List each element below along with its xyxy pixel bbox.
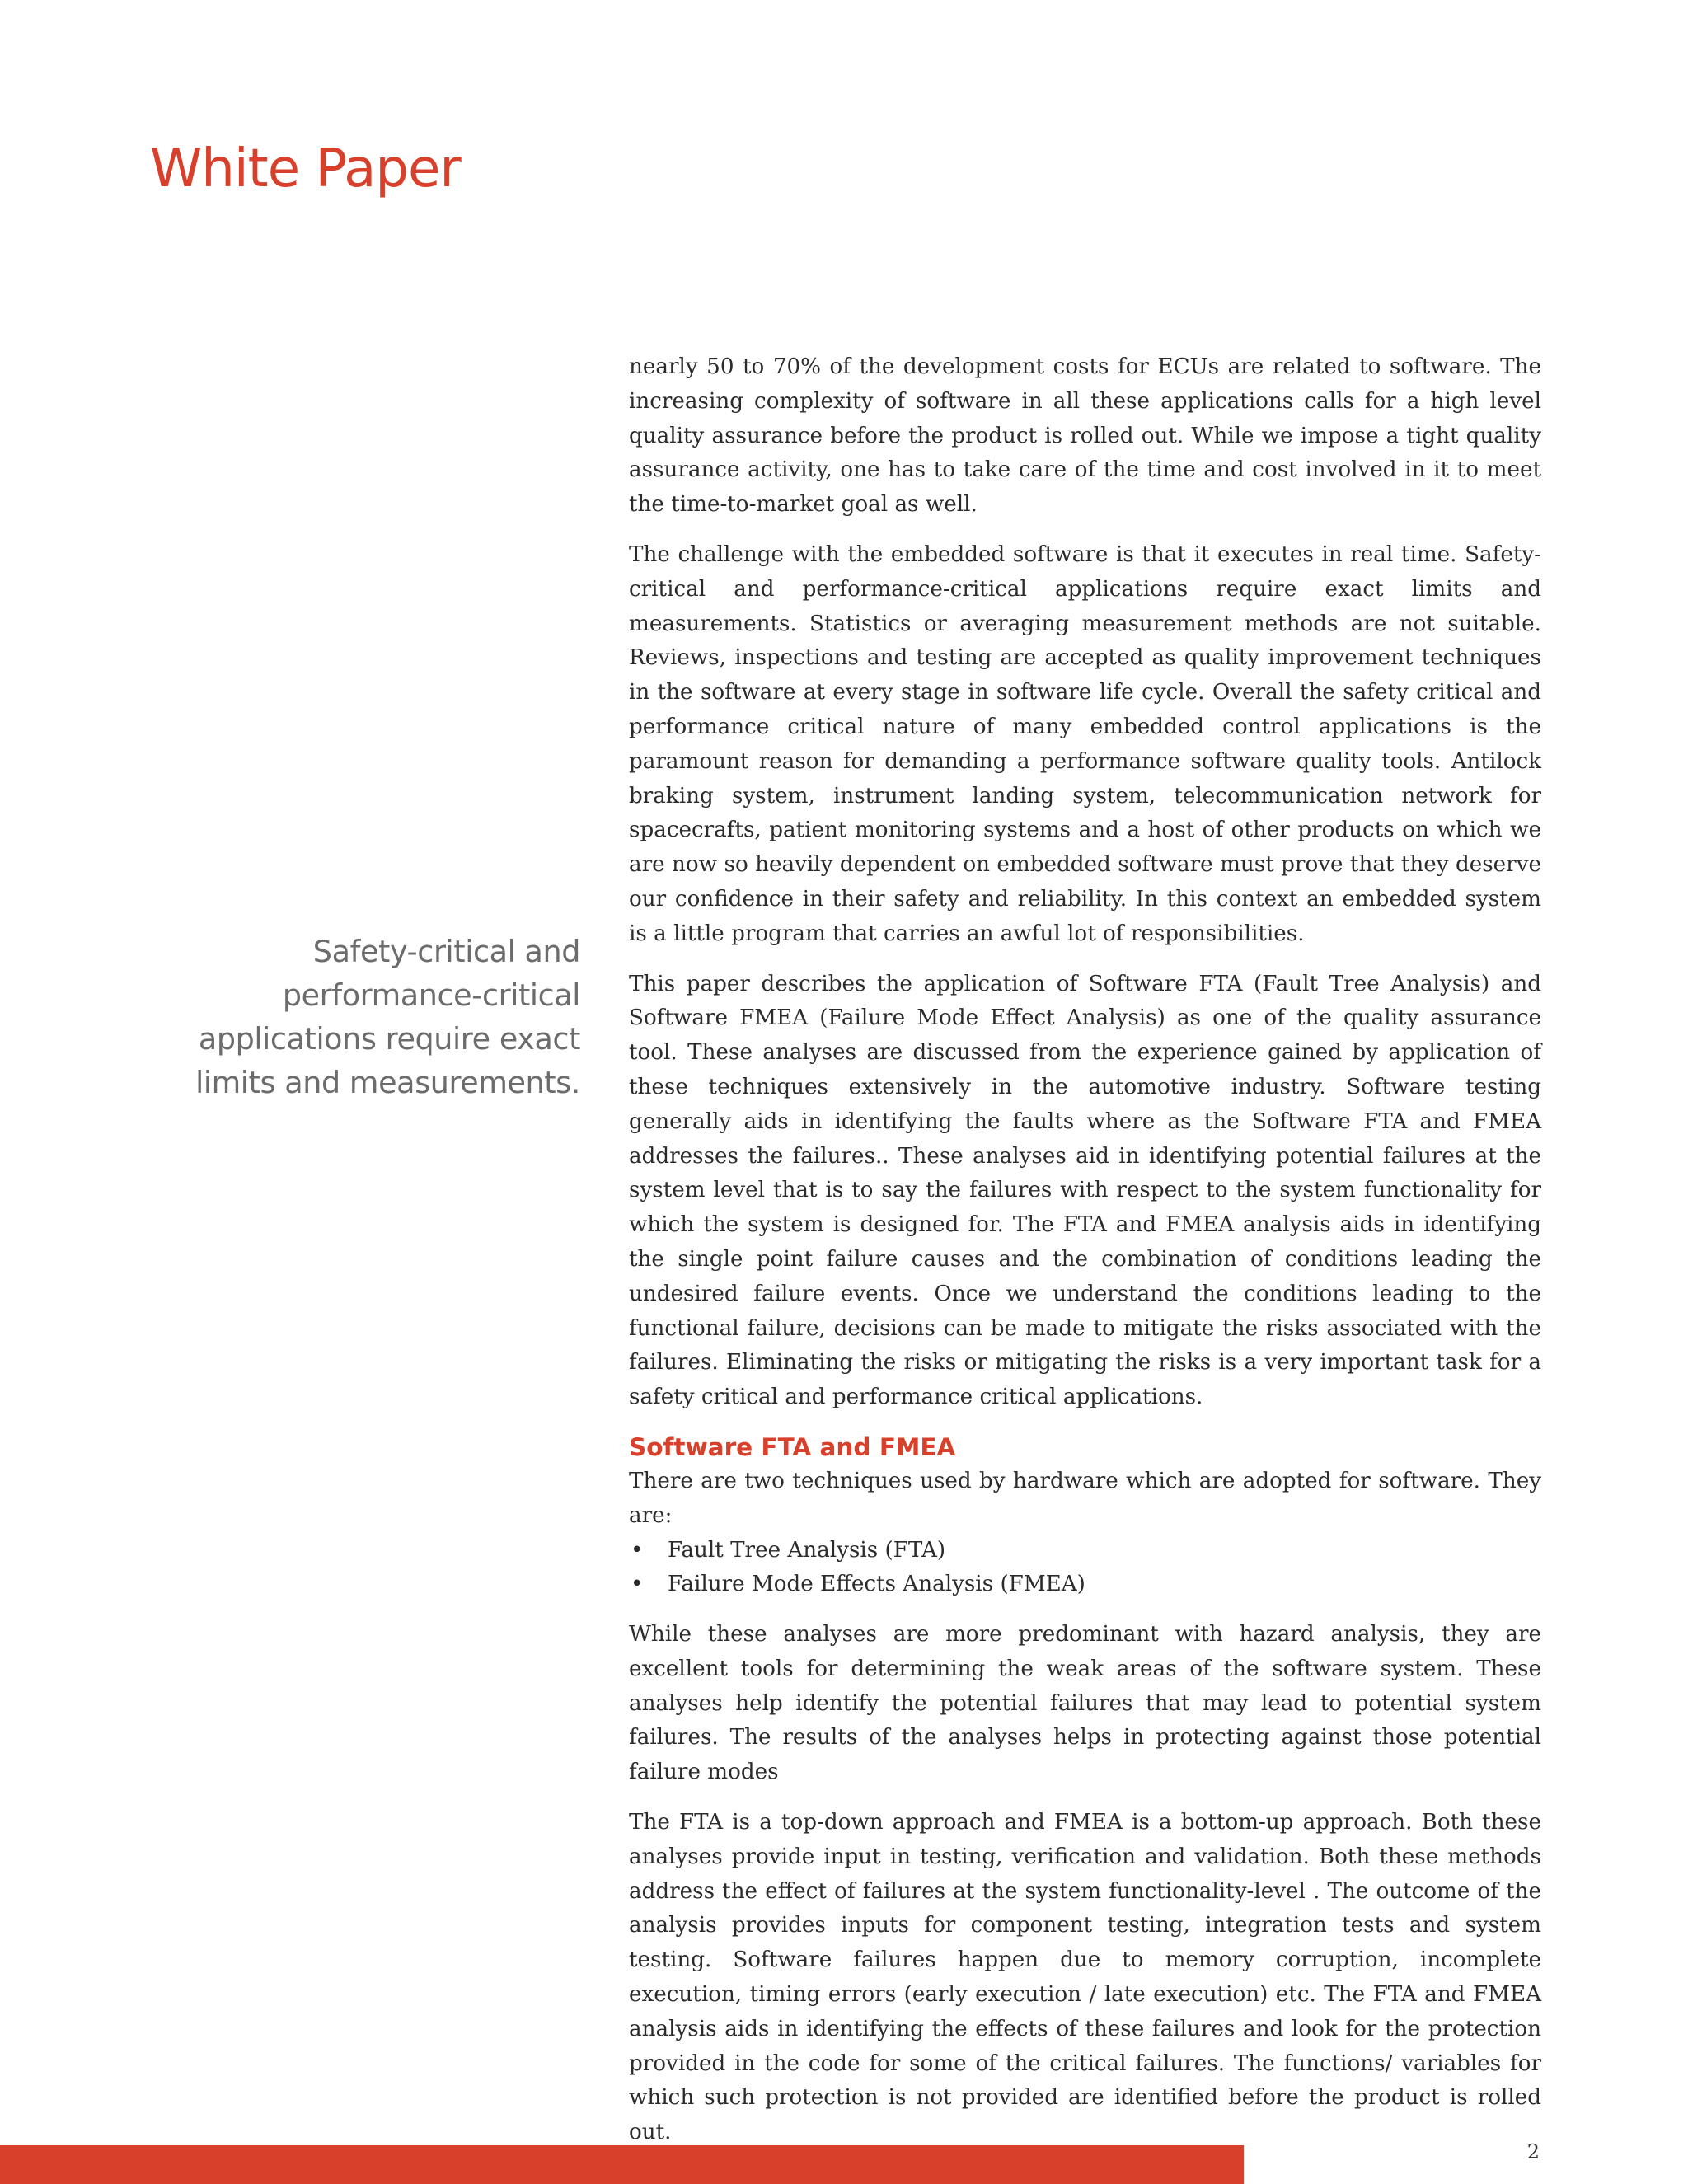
page-number: 2: [1526, 2140, 1540, 2163]
bullet-icon: •: [631, 1537, 644, 1563]
body-paragraph: This paper describes the application of Software FTA (Fault Tree Analysis) and Software FMEA (Failure Mode Effect Analysis) as one of the quality assurance tool. These analyses are discussed from the experience gained by application of these techniques extensively in the automotive industry. Software testing generally aids in identifying the faults where as the Software FTA and FMEA addresses the failures.. These analyses aid in identifying potential failures at the system level that is to say the failures with respect to the system functionality for which the system is designed for. The FTA and FMEA analysis aids in identifying the single point failure causes and the combination of conditions leading the undesired failure events. Once we understand the conditions leading to the functional failure, decisions can be made to mitigate the risks associated with the failures. Eliminating the risks or mitigating the risks is a very important task for a safety critical and performance critical applications.: [629, 971, 1541, 1410]
bullet-list: [629, 1534, 1541, 1603]
document-title: White Paper: [150, 138, 461, 199]
main-content: [629, 350, 1541, 2166]
footer-accent-bar: [0, 2145, 1244, 2184]
body-paragraph: While these analyses are more predominant with hazard analysis, they are excellent tools for determining the weak areas of the software system. These analyses help identify the potential failures that may lead to potential system failures. The results of the analyses helps in protecting against those potential failure modes: [629, 1622, 1541, 1785]
body-paragraph: nearly 50 to 70% of the development costs for ECUs are related to software. The increasing complexity of software in all these applications calls for a high level quality assurance before the product is rolled out. While we impose a tight quality assurance activity, one has to take care of the time and cost involved in it to meet the time-to-market goal as well.: [629, 354, 1541, 518]
bullet-icon: •: [631, 1572, 644, 1597]
pull-quote: Safety-critical and performance-critical applications require exact limits and measurements.: [195, 934, 580, 1100]
body-paragraph: The challenge with the embedded software is that it executes in real time. Safety-critical and performance-critical applications require exact limits and measurements. Statistics or averaging measurement methods are not suitable. Reviews, inspections and testing are accepted as quality improvement techniques in the software at every stage in software life cycle. Overall the safety critical and performance critical nature of many embedded control applications is the paramount reason for demanding a performance software quality tools. Antilock braking system, instrument landing system, telecommunication network for spacecrafts, patient monitoring systems and a host of other products on which we are now so heavily dependent on embedded software must prove that they deserve our confidence in their safety and reliability. In this context an embedded system is a little program that carries an awful lot of responsibilities.: [629, 541, 1541, 946]
section-heading: Software FTA and FMEA: [629, 1432, 956, 1461]
list-item: [629, 1534, 1541, 1568]
section-intro: There are two techniques used by hardware which are adopted for software. They are:: [629, 1468, 1541, 1528]
list-item-text: Fault Tree Analysis (FTA): [668, 1537, 946, 1563]
body-paragraph: The FTA is a top-down approach and FMEA is a bottom-up approach. Both these analyses provide input in testing, verification and validation. Both these methods address the effect of failures at the system functionality-level . The outcome of the analysis provides inputs for component testing, integration tests and system testing. Software failures happen due to memory corruption, incomplete execution, timing errors (early execution / late execution) etc. The FTA and FMEA analysis aids in identifying the effects of these failures and look for the protection provided in the code for some of the critical failures. The functions/ variables for which such protection is not provided are identified before the product is rolled out.: [629, 1810, 1541, 2145]
list-item: [629, 1568, 1541, 1602]
list-item-text: Failure Mode Effects Analysis (FMEA): [668, 1572, 1085, 1597]
